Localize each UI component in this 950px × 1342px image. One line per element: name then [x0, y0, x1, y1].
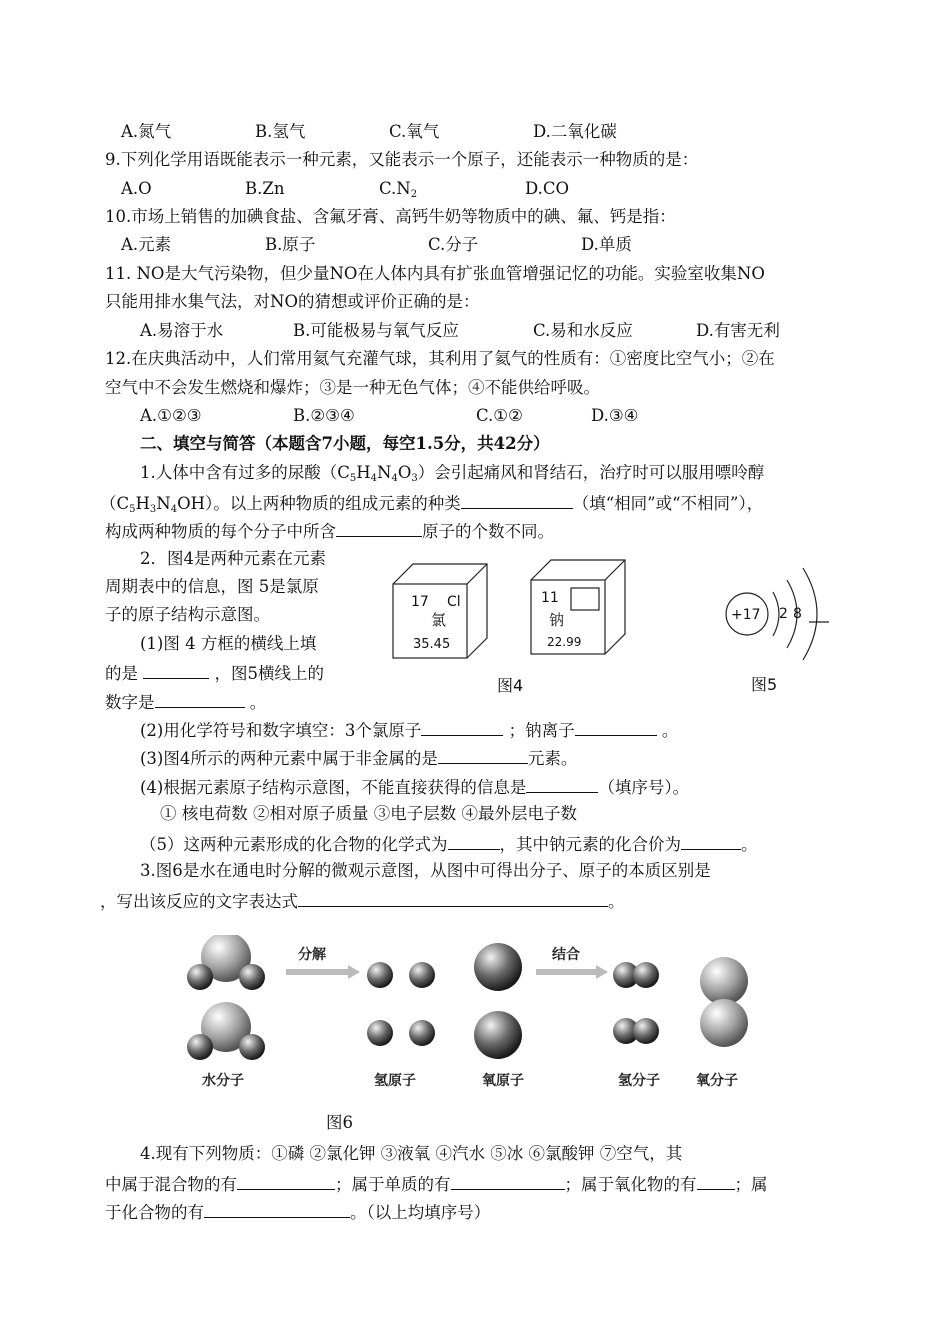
- oxygen-atoms: [474, 943, 522, 1059]
- hydrogen-atoms: [367, 962, 435, 1046]
- p2-item2: (2)用化学符号和数字填空：3个氯原子 ；钠离子 。: [140, 717, 678, 743]
- oxygen-molecule: [700, 957, 748, 1047]
- q11-line2: 只能用排水集气法，对NO的猜想或评价正确的是：: [105, 292, 480, 311]
- q9-option-c: $C.N_2$: [379, 179, 418, 200]
- q11-option-a: A.易溶于水: [140, 321, 224, 340]
- q10-options: [121, 233, 632, 257]
- p2-line5: 的是 ，图5横线上的: [105, 660, 324, 686]
- p2-line3: 子的原子结构示意图。: [105, 605, 270, 624]
- figure-5-caption: 图5: [751, 675, 778, 694]
- q9-options: [121, 177, 570, 201]
- answer-blank[interactable]: [421, 717, 503, 736]
- q12-option-a: A.①②③: [140, 406, 202, 425]
- q8-option-c: C.氧气: [389, 122, 440, 141]
- decompose-arrow: [286, 965, 360, 979]
- cl-symbol: Cl: [447, 594, 461, 610]
- q10-option-d: D.单质: [581, 235, 632, 254]
- section-title: 二、填空与简答（本题含7小题，每空1.5分，共42分）: [140, 434, 550, 453]
- p2-line4: (1)图 4 方框的横线上填: [140, 634, 317, 653]
- q10-stem: 10.市场上销售的加碘食盐、含氟牙膏、高钙牛奶等物质中的碘、氟、钙是指：: [105, 207, 676, 226]
- cl-atomic-number: 17: [411, 594, 429, 610]
- oxygen-molecule-label: 氧分子: [696, 1073, 738, 1089]
- q12-line1: 12.在庆典活动中，人们常用氦气充灌气球，其利用了氦气的性质有：①密度比空气小；②在: [105, 349, 775, 368]
- answer-blank[interactable]: [697, 1171, 735, 1190]
- q10-option-b: B.原子: [265, 235, 316, 254]
- answer-blank[interactable]: [155, 689, 245, 708]
- answer-blank[interactable]: [438, 745, 528, 764]
- p2-item4: (4)根据元素原子结构示意图，不能直接获得的信息是 （填序号）。: [140, 774, 689, 800]
- q12-option-d: D.③④: [591, 406, 639, 425]
- p4-line1: 4.现有下列物质：①磷 ②氯化钾 ③液氧 ④汽水 ⑤冰 ⑥氯酸钾 ⑦空气，其: [140, 1144, 683, 1163]
- p2-line6: 数字是 。: [105, 689, 266, 715]
- q8-option-b: B.氢气: [255, 122, 306, 141]
- cl-atomic-mass: 35.45: [413, 637, 451, 652]
- hydrogen-molecule-label: 氢分子: [618, 1073, 660, 1089]
- water-molecule-bottom: [187, 1002, 265, 1060]
- na-atomic-mass: 22.99: [547, 635, 582, 649]
- shell-2-electrons: 8: [793, 606, 802, 622]
- answer-blank[interactable]: [237, 1171, 335, 1190]
- p3-line1: 3.图6是水在通电时分解的微观示意图，从图中可得出分子、原子的本质区别是: [140, 861, 711, 880]
- q8-option-a: A.氮气: [121, 122, 172, 141]
- q11-option-d: D.有害无利: [696, 321, 780, 340]
- figure-6-caption: 图6: [326, 1113, 353, 1132]
- combine-arrow: [536, 965, 608, 979]
- p4-line2: 中属于混合物的有 ；属于单质的有 ；属于氧化物的有 ；属: [105, 1171, 768, 1197]
- answer-blank[interactable]: [451, 1171, 565, 1190]
- p1-line2: $(C_5H_3N_4OH)$。以上两种物质的组成元素的种类 （填“相同”或“不相同”），: [100, 490, 763, 522]
- hydrogen-atom-label: 氢原子: [374, 1073, 416, 1089]
- p3-line2: ，写出该反应的文字表达式 。: [100, 888, 625, 914]
- answer-blank[interactable]: [575, 717, 657, 736]
- answer-blank[interactable]: [461, 490, 573, 509]
- oxygen-atom-label: 氧原子: [482, 1073, 524, 1089]
- answer-blank[interactable]: [204, 1199, 350, 1218]
- q11-option-b: B.可能极易与氧气反应: [293, 321, 459, 340]
- answer-blank[interactable]: [298, 888, 608, 907]
- q9-option-b: B.Zn: [245, 179, 285, 198]
- q11-options: [140, 319, 780, 343]
- p1-line1: 1.人体中含有过多的尿酸$(C_5H_4N_4O_3)$会引起痛风和肾结石，治疗时可以服用嘌呤醇: [140, 463, 765, 484]
- q12-option-b: B.②③④: [293, 406, 355, 425]
- nucleus-charge: +17: [731, 607, 761, 623]
- q12-option-c: C.①②: [476, 406, 523, 425]
- q9-option-a: A.O: [121, 179, 152, 198]
- p2-line1: 2．图4是两种元素在元素: [140, 549, 326, 568]
- q12-options: [140, 404, 639, 428]
- q10-option-a: A.元素: [121, 235, 172, 254]
- figure-5: [715, 560, 835, 700]
- p2-item4-options: ① 核电荷数 ②相对原子质量 ③电子层数 ④最外层电子数: [160, 804, 577, 823]
- q10-option-c: C.分子: [428, 235, 479, 254]
- figure-4-caption: 图4: [497, 676, 524, 695]
- water-molecule-label: 水分子: [202, 1073, 244, 1089]
- q9-option-d: D.CO: [525, 179, 570, 198]
- figure-4: [385, 548, 685, 700]
- q11-option-c: C.易和水反应: [533, 321, 633, 340]
- answer-blank[interactable]: [681, 831, 741, 850]
- answer-blank[interactable]: [143, 660, 209, 679]
- p2-item5: （5）这两种元素形成的化合物的化学式为 ，其中钠元素的化合价为 。: [140, 831, 758, 857]
- p2-item3: (3)图4所示的两种元素中属于非金属的是 元素。: [140, 745, 577, 771]
- q8-option-d: D.二氧化碳: [533, 122, 617, 141]
- answer-blank[interactable]: [336, 518, 422, 537]
- figure-6: [180, 935, 780, 1135]
- na-atomic-number: 11: [541, 590, 559, 606]
- shell-1-electrons: 2: [779, 606, 788, 622]
- q9-stem: 9.下列化学用语既能表示一种元素，又能表示一个原子，还能表示一种物质的是：: [105, 150, 699, 169]
- p2-line2: 周期表中的信息，图 5是氯原: [105, 577, 319, 596]
- answer-blank[interactable]: [526, 774, 598, 793]
- combine-label: 结合: [552, 947, 580, 963]
- cl-name: 氯: [431, 611, 447, 629]
- answer-blank[interactable]: [448, 831, 500, 850]
- p1-line3: 构成两种物质的每个分子中所含 原子的个数不同。: [105, 518, 554, 544]
- p4-line3: 于化合物的有 。（以上均填序号）: [105, 1199, 490, 1225]
- q8-options: [121, 120, 617, 144]
- water-molecule-top: [187, 935, 265, 990]
- q11-line1: 11. NO是大气污染物，但少量NO在人体内具有扩张血管增强记忆的功能。实验室收集NO: [105, 264, 765, 283]
- decompose-label: 分解: [298, 947, 326, 963]
- hydrogen-molecules: [613, 962, 659, 1044]
- electron-shell-3: [803, 568, 817, 660]
- q12-line2: 空气中不会发生燃烧和爆炸；③是一种无色气体；④不能供给呼吸。: [105, 378, 600, 397]
- na-name: 钠: [549, 611, 565, 629]
